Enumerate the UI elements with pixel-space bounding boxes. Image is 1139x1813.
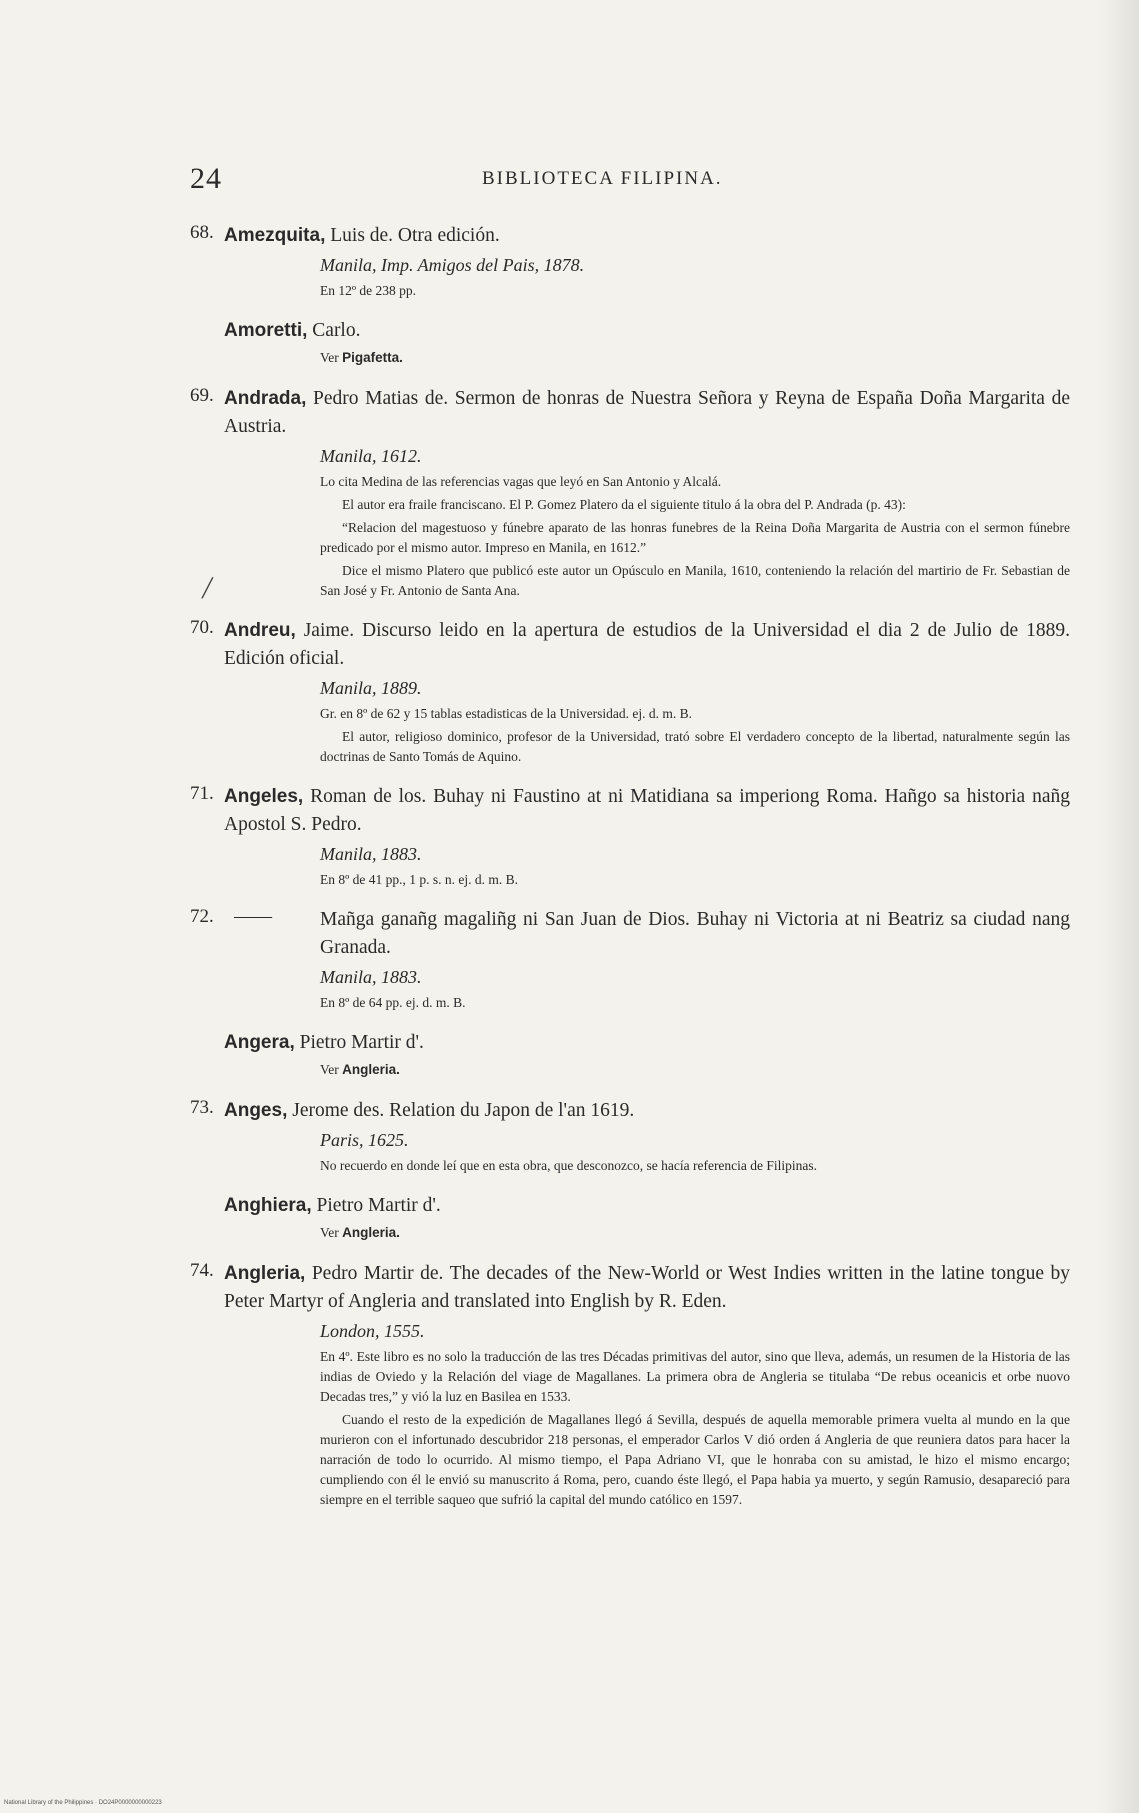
see-label: Ver xyxy=(320,1225,343,1240)
entry-heading xyxy=(224,1260,1070,1316)
bibliography-entry xyxy=(190,317,1070,369)
entry-heading xyxy=(224,222,1070,250)
bibliography-entry xyxy=(190,1097,1070,1176)
entry-title: Luis de. Otra edición. xyxy=(325,225,500,246)
bibliography-entries xyxy=(190,222,1070,1510)
entry-heading xyxy=(224,783,1070,839)
entry-note: Gr. en 8º de 62 y 15 tablas estadisticas de la Universidad. ej. d. m. B. xyxy=(320,706,692,721)
see-reference xyxy=(320,1059,1070,1081)
entry-note: Lo cita Medina de las referencias vagas que leyó en San Antonio y Alcalá. xyxy=(320,474,722,489)
bibliography-entry xyxy=(190,385,1070,601)
entry-note: Dice el mismo Platero que publicó este autor un Opúsculo en Manila, 1610, conteniendo la relación del martirio de Fr. Sebastian de San José y Fr. Antonio de Santa Ana. xyxy=(320,563,1070,598)
entry-imprint: Manila, 1612. xyxy=(320,446,422,466)
entry-imprint: Manila, Imp. Amigos del Pais, 1878. xyxy=(320,255,585,275)
entry-title: Carlo. xyxy=(307,320,361,341)
entry-note: En 4º. Este libro es no solo la traducción de las tres Décadas primitivas del autor, sino que lleva, además, un resumen de la Historia de las indias de Oviedo y la Relación del viage de Magallanes. La primera obra de Angleria se titulaba “De rebus oceanicis et orbe nuovo Decadas tres,” y vió la luz en Basilea en 1533. xyxy=(320,1349,1070,1404)
see-label: Ver xyxy=(320,1062,343,1077)
entry-note: En 12º de 238 pp. xyxy=(320,283,417,298)
margin-pencil-mark: ╱ xyxy=(202,578,213,598)
see-target: Pigafetta. xyxy=(342,350,403,365)
see-target: Angleria. xyxy=(342,1225,400,1240)
entry-author: Angleria, xyxy=(224,1263,306,1284)
entry-author: Angera, xyxy=(224,1032,295,1053)
entry-note: El autor era fraile franciscano. El P. Gomez Platero da el siguiente titulo á la obra del P. Andrada (p. 43): xyxy=(342,497,906,512)
entry-heading xyxy=(224,1097,1070,1125)
entry-title: Pedro Martir de. The decades of the New-World or West Indies written in the latine tongue by Peter Martyr of Angleria and translated into English by R. Eden. xyxy=(224,1263,1070,1312)
entry-number: 69. xyxy=(190,385,214,406)
entry-note: El autor, religioso dominico, profesor de la Universidad, trató sobre El verdadero concepto de la libertad, naturalmente según las doctrinas de Santo Tomás de Aquino. xyxy=(320,729,1070,764)
see-label: Ver xyxy=(320,350,343,365)
entry-imprint: Manila, 1883. xyxy=(320,844,422,864)
entry-imprint: Manila, 1889. xyxy=(320,678,422,698)
entry-heading xyxy=(224,317,1070,345)
entry-imprint: Paris, 1625. xyxy=(320,1130,409,1150)
entry-note: No recuerdo en donde leí que en esta obra, que desconozco, se hacía referencia de Filipinas. xyxy=(320,1158,818,1173)
ditto-dash: —— xyxy=(234,906,272,927)
entry-title: Roman de los. Buhay ni Faustino at ni Matidiana sa imperiong Roma. Hañgo sa historia nañg Apostol S. Pedro. xyxy=(224,786,1070,835)
entry-title: Pietro Martir d'. xyxy=(294,1032,424,1053)
bibliography-entry xyxy=(190,617,1070,767)
entry-note: “Relacion del magestuoso y fúnebre aparato de las honras funebres de la Reina Doña Margarita de Austria con el sermon fúnebre predicado por el mismo autor. Impreso en Manila, en 1612.” xyxy=(320,520,1070,555)
entry-note: En 8º de 64 pp. ej. d. m. B. xyxy=(320,995,466,1010)
bibliography-entry xyxy=(190,1029,1070,1081)
see-reference xyxy=(320,1222,1070,1244)
entry-heading xyxy=(224,617,1070,673)
bibliography-entry xyxy=(190,1260,1070,1510)
page-number: 24 xyxy=(190,162,222,195)
entry-imprint: London, 1555. xyxy=(320,1321,425,1341)
see-reference xyxy=(320,347,1070,369)
entry-number: 71. xyxy=(190,783,214,804)
entry-note: En 8º de 41 pp., 1 p. s. n. ej. d. m. B. xyxy=(320,872,519,887)
bibliography-entry xyxy=(190,1192,1070,1244)
entry-author: Amezquita, xyxy=(224,225,326,246)
entry-heading xyxy=(224,385,1070,441)
entry-number: 70. xyxy=(190,617,214,638)
entry-author: Andrada, xyxy=(224,388,307,409)
running-title: BIBLIOTECA FILIPINA. xyxy=(482,168,723,189)
entry-author: Amoretti, xyxy=(224,320,308,341)
entry-note: Cuando el resto de la expedición de Magallanes llegó á Sevilla, después de aquella memorable primera vuelta al mundo en la que murieron con el infortunado descubridor 218 personas, el emperador Carlos V dió orden á Angleria de que reuniera datos para hacer la narración de todo lo ocurrido. Al mismo tiempo, el Papa Adriano VI, que le honraba con su amistad, le hizo el mismo encargo; cumpliendo con él le envió su manuscrito á Roma, pero, cuando éste llegó, el Papa habia ya muerto, y según Ramusio, desapareció para siempre en el terrible saqueo que sufrió la capital del mundo católico en 1597. xyxy=(320,1412,1070,1507)
bibliography-entry xyxy=(190,906,1070,1013)
entry-number: 73. xyxy=(190,1097,214,1118)
entry-heading xyxy=(224,1029,1070,1057)
entry-title: Jaime. Discurso leido en la apertura de estudios de la Universidad el dia 2 de Julio de 1889. Edición oficial. xyxy=(224,620,1070,669)
entry-title: Pietro Martir d'. xyxy=(311,1195,441,1216)
entry-number: 72. xyxy=(190,906,214,927)
entry-imprint: Manila, 1883. xyxy=(320,967,422,987)
entry-author: Anghiera, xyxy=(224,1195,312,1216)
entry-title: Mañga ganañg magaliñg ni San Juan de Dios. Buhay ni Victoria at ni Beatriz sa ciudad nang Granada. xyxy=(320,909,1070,958)
bibliography-entry xyxy=(190,222,1070,301)
entry-author: Anges, xyxy=(224,1100,288,1121)
bibliography-entry xyxy=(190,783,1070,890)
entry-number: 68. xyxy=(190,222,214,243)
entry-author: Andreu, xyxy=(224,620,296,641)
entry-author: Angeles, xyxy=(224,786,304,807)
entry-number: 74. xyxy=(190,1260,214,1281)
entry-heading xyxy=(320,906,1070,962)
entry-title: Pedro Matias de. Sermon de honras de Nuestra Señora y Reyna de España Doña Margarita de Austria. xyxy=(224,388,1070,437)
see-target: Angleria. xyxy=(342,1062,400,1077)
entry-title: Jerome des. Relation du Japon de l'an 1619. xyxy=(287,1100,635,1121)
page-header xyxy=(190,162,1070,206)
scan-footer: National Library of the Philippines · DO24P0000000000223 xyxy=(4,1800,162,1806)
entry-heading xyxy=(224,1192,1070,1220)
page-edge-shadow xyxy=(1099,0,1139,1813)
